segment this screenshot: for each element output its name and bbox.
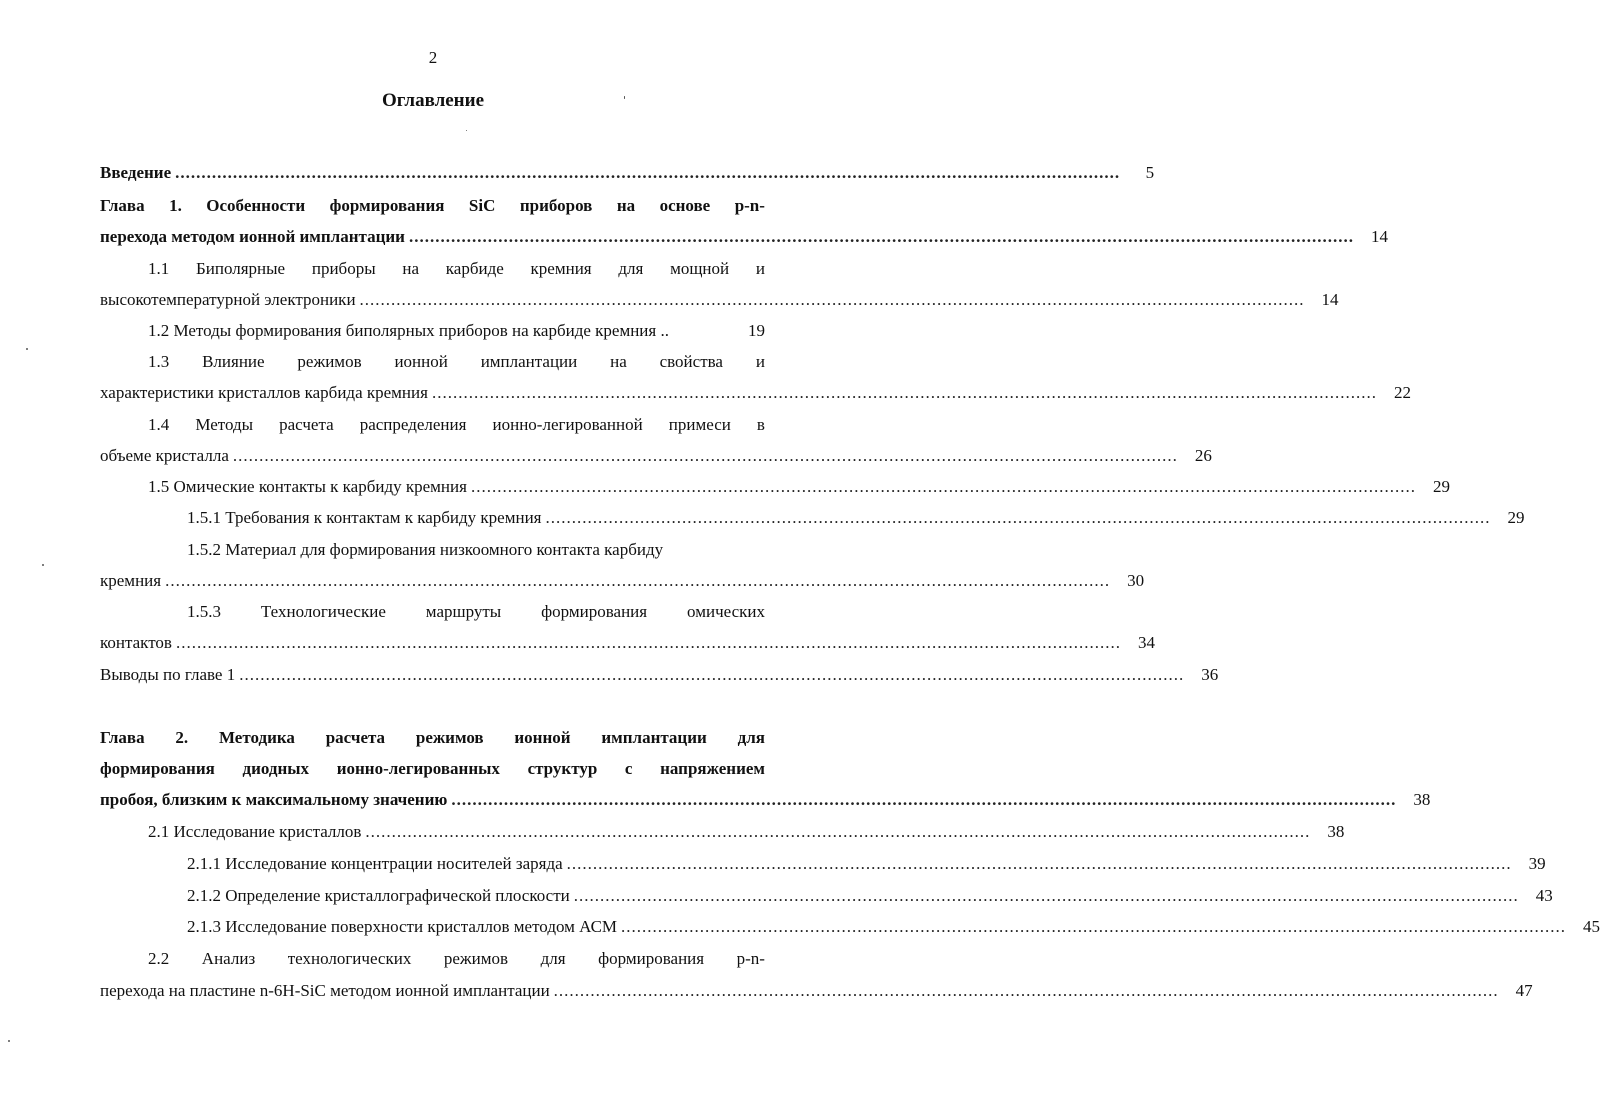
word: имплантации [480, 352, 578, 371]
word: 2. [175, 728, 189, 747]
word: и [755, 352, 765, 371]
toc-entry-chapter-2-cont[interactable] [100, 784, 1431, 815]
word: ионной [514, 728, 571, 747]
word: напряжением [660, 759, 765, 778]
toc-entry-label: Выводы по главе 1 [100, 665, 236, 684]
word: для [540, 949, 566, 968]
page-title: Оглавление [381, 90, 485, 111]
toc-page-number: 19 [748, 321, 765, 340]
toc-page-number: 36 [1201, 665, 1219, 684]
toc-entry-label: перехода методом ионной имплантации [100, 227, 405, 246]
leader-dots: .................................................................................................................................................................................... [175, 633, 1121, 652]
word: SiC [468, 196, 496, 215]
word: формирования [598, 949, 705, 968]
word: формирования [541, 602, 648, 621]
word: ионно-легированной [492, 415, 643, 434]
word: диодных [242, 759, 310, 778]
word: карбиде [445, 259, 504, 278]
leader-dots: .................................................................................................................................................................................... [451, 790, 1397, 809]
toc-entry-label: перехода на пластине n-6H-SiC методом ионной имплантации [100, 981, 550, 1000]
toc-entry-chapter-1-cont[interactable] [100, 221, 1388, 252]
toc-entry-1-5-2[interactable] [187, 534, 765, 565]
toc-entry-chapter-1[interactable] [100, 190, 801, 221]
word: формирования [100, 759, 215, 778]
toc-page-number: 29 [1432, 477, 1450, 496]
word: кремния [530, 259, 592, 278]
toc-page-number: 43 [1535, 886, 1553, 905]
toc-entry-label: объеме кристалла [100, 446, 229, 465]
toc-entry-chapter-2[interactable] [100, 722, 801, 753]
leader-dots: .................................................................................................................................................................................... [621, 917, 1567, 936]
word: Биполярные [196, 259, 286, 278]
toc-entry-2-2[interactable] [148, 943, 801, 974]
toc-page-number: 38 [1327, 822, 1345, 841]
toc-entry-label: характеристики кристаллов карбида кремния [100, 383, 428, 402]
leader-dots: .................................................................................................................................................................................... [175, 163, 1121, 182]
leader-dots: .................................................................................................................................................................................... [573, 886, 1519, 905]
toc-entry-label: 1.5 Омические контакты к карбиду кремния [148, 477, 467, 496]
scan-speck [42, 564, 44, 566]
word: 1.4 [148, 415, 170, 434]
toc-entry-1-1[interactable] [148, 253, 801, 284]
word: имплантации [601, 728, 707, 747]
toc-entry-label: 2.1.1 Исследование концентрации носителей заряда [187, 854, 563, 873]
scan-speck [466, 130, 467, 131]
toc-entry-1-2[interactable] [148, 315, 765, 346]
page-number: 2 [428, 48, 438, 67]
word: Глава [100, 728, 145, 747]
leader-dots: .................................................................................................................................................................................... [232, 446, 1178, 465]
toc-entry-label: контактов [100, 633, 172, 652]
word: для [737, 728, 765, 747]
word: 2.2 [148, 949, 170, 968]
word: Анализ [201, 949, 256, 968]
word: p-n- [734, 196, 765, 215]
word: на [610, 352, 627, 371]
toc-entry-1-5-3[interactable] [187, 596, 801, 627]
toc-entry-label: 1.2 Методы формирования биполярных приборов на карбиде кремния .. [148, 321, 669, 340]
word: приборов [519, 196, 593, 215]
toc-entry-label: 2.1 Исследование кристаллов [148, 822, 362, 841]
leader-dots: .................................................................................................................................................................................... [553, 981, 1499, 1000]
leader-dots: .................................................................................................................................................................................... [365, 822, 1311, 841]
word: ионно-легированных [336, 759, 500, 778]
leader-dots: .................................................................................................................................................................................... [431, 383, 1377, 402]
toc-entry-1-4[interactable] [148, 409, 801, 440]
word: приборы [311, 259, 376, 278]
word: основе [659, 196, 711, 215]
toc-entry-2-1-3[interactable] [187, 911, 1600, 942]
word: с [624, 759, 633, 778]
word: на [402, 259, 420, 278]
toc-entry-1-1-cont[interactable] [100, 284, 1339, 315]
toc-entry-1-5-3-cont[interactable] [100, 627, 1155, 658]
leader-dots: .................................................................................................................................................................................... [566, 854, 1512, 873]
toc-entry-1-5-1[interactable] [187, 502, 1525, 533]
toc-entry-label: Введение [100, 163, 172, 182]
toc-page-number: 26 [1194, 446, 1212, 465]
leader-dots: .................................................................................................................................................................................... [239, 665, 1185, 684]
word: свойства [659, 352, 723, 371]
toc-entry-intro[interactable] [100, 157, 1155, 188]
word: режимов [297, 352, 362, 371]
scan-speck [8, 1040, 10, 1042]
toc-entry-2-1-1[interactable] [187, 848, 1546, 879]
word: Глава [100, 196, 145, 215]
word: p-n- [736, 949, 765, 968]
word: Методы [195, 415, 254, 434]
leader-dots: .................................................................................................................................................................................... [545, 508, 1491, 527]
toc-entry-conclusions-1[interactable] [100, 659, 1219, 690]
toc-page-number: 34 [1137, 633, 1155, 652]
leader-dots: .................................................................................................................................................................................... [165, 571, 1111, 590]
toc-page-number: 14 [1370, 227, 1388, 246]
word: Методика [218, 728, 295, 747]
word: распределения [359, 415, 467, 434]
leader-dots: .................................................................................................................................................................................... [359, 290, 1305, 309]
toc-entry-label: пробоя, близким к максимальному значению [100, 790, 448, 809]
toc-page-number: 47 [1515, 981, 1533, 1000]
toc-entry-label: 1.5.2 Материал для формирования низкоомного контакта карбиду [187, 540, 664, 559]
toc-entry-2-1[interactable] [148, 816, 1345, 847]
word: 1. [169, 196, 182, 215]
toc-entry-1-3[interactable] [148, 346, 801, 377]
toc-entry-label: кремния [100, 571, 162, 590]
word: расчета [279, 415, 334, 434]
word: мощной [670, 259, 730, 278]
toc-entry-1-4-cont[interactable] [100, 440, 1212, 471]
word: технологических [287, 949, 412, 968]
toc-page-number: 45 [1583, 917, 1600, 936]
toc-page-number: 30 [1127, 571, 1145, 590]
word: 1.3 [148, 352, 170, 371]
leader-dots: .................................................................................................................................................................................... [408, 227, 1354, 246]
word: для [618, 259, 644, 278]
word: режимов [443, 949, 509, 968]
word: формирования [329, 196, 445, 215]
word: на [616, 196, 636, 215]
scan-speck [26, 348, 28, 350]
toc-page-number: 22 [1393, 383, 1411, 402]
word: в [756, 415, 765, 434]
word: 1.5.3 [187, 602, 221, 621]
leader-dots: .................................................................................................................................................................................... [470, 477, 1416, 496]
word: Влияние [202, 352, 265, 371]
scan-speck [624, 96, 625, 99]
word: примеси [668, 415, 731, 434]
word: Особенности [206, 196, 306, 215]
word: режимов [415, 728, 484, 747]
toc-page-number: 5 [1145, 163, 1155, 182]
toc-entry-2-2-cont[interactable] [100, 975, 1533, 1006]
toc-page-number: 39 [1528, 854, 1546, 873]
word: 1.1 [148, 259, 170, 278]
toc-page-number: 14 [1321, 290, 1339, 309]
word: маршруты [425, 602, 502, 621]
word: омических [687, 602, 765, 621]
toc-entry-1-5[interactable] [148, 471, 1450, 502]
word: расчета [325, 728, 386, 747]
toc-entry-label: 1.5.1 Требования к контактам к карбиду кремния [187, 508, 542, 527]
toc-entry-1-3-cont[interactable] [100, 377, 1411, 408]
toc-entry-label: 2.1.2 Определение кристаллографической плоскости [187, 886, 570, 905]
toc-entry-label: высокотемпературной электроники [100, 290, 356, 309]
word: Технологические [260, 602, 386, 621]
toc-page-number: 38 [1413, 790, 1431, 809]
word: и [755, 259, 765, 278]
word: структур [527, 759, 598, 778]
toc-entry-2-1-2[interactable] [187, 880, 1553, 911]
toc-page-number: 29 [1507, 508, 1525, 527]
word: ионной [394, 352, 448, 371]
toc-entry-1-5-2-cont[interactable] [100, 565, 1145, 596]
toc-entry-chapter-2-line2[interactable] [100, 753, 801, 784]
toc-entry-label: 2.1.3 Исследование поверхности кристаллов методом АСМ [187, 917, 618, 936]
